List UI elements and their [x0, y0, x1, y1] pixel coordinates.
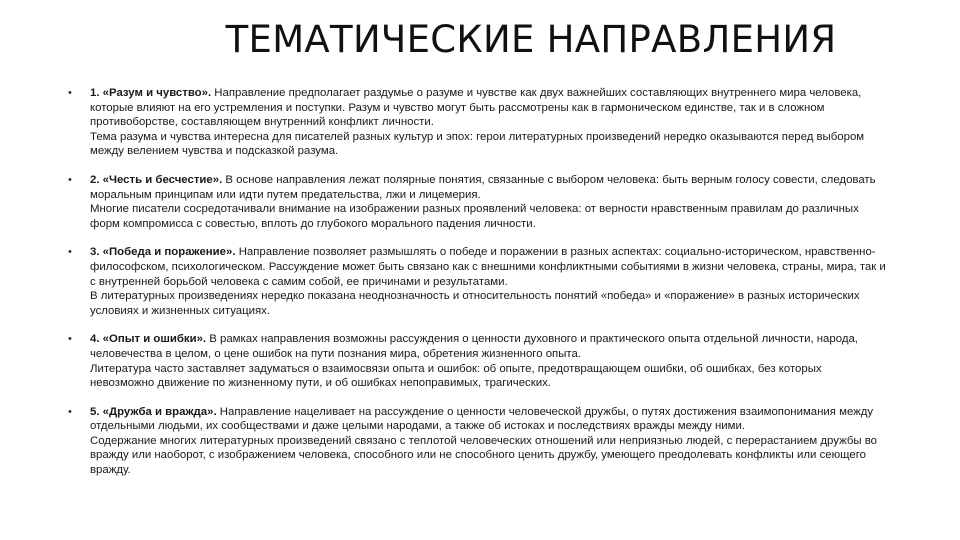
list-item	[68, 86, 888, 159]
bullet-icon: •	[68, 246, 72, 259]
list-item	[68, 173, 888, 231]
item-heading: 3. «Победа и поражение».	[90, 246, 236, 259]
slide-title: ТЕМАТИЧЕСКИЕ НАПРАВЛЕНИЯ	[225, 18, 837, 61]
bullet-icon: •	[68, 405, 72, 418]
bullet-icon: •	[68, 333, 72, 346]
topic-list	[68, 86, 888, 492]
item-extra-paragraph: Тема разума и чувства интересна для писателей разных культур и эпох: герои литературных произведений нередко оказываются перед выбором между велением чувства и подсказкой разума.	[90, 130, 865, 158]
item-paragraph	[90, 173, 888, 202]
bullet-icon: •	[68, 173, 72, 186]
bullet-icon: •	[68, 87, 72, 99]
item-heading: 4. «Опыт и ошибки».	[90, 333, 207, 346]
item-text: Направление позволяет размышлять о победе и поражении в разных аспектах: социально-историческом, нравственно-философском, психологическом. Рассуждение может быть связано как с внешними конфликтными событиями в жизни человека, страны, мира, так и с внутренней борьбой человека с самим собой, ее причинами и результатами.	[90, 246, 886, 288]
item-text: Направление предполагает раздумье о разуме и чувстве как двух важнейших составляющих внутреннего мира человека, которые влияют на его устремления и поступки. Разум и чувство могут быть рассмотрены как в гармоническом единстве, так и в сложном противоборстве, составляющем внутренний конфликт личности.	[90, 87, 862, 129]
item-extra-paragraph: В литературных произведениях нередко показана неоднозначность и относительность понятий «победа» и «поражение» в разных исторических условиях и жизненных ситуациях.	[90, 290, 860, 317]
item-paragraph	[90, 245, 888, 289]
item-extra-paragraph: Литература часто заставляет задуматься о взаимосвязи опыта и ошибок: об опыте, предотвращающем ошибки, об ошибках, без которых невозможно движение по жизненному пути, и об ошибках непоправимых, трагических.	[90, 362, 822, 390]
list-item	[68, 245, 888, 318]
item-text: В рамках направления возможны рассуждения о ценности духовного и практического опыта отдельной личности, народа, человечества в целом, о цене ошибок на пути познания мира, обретения жизненного опыта.	[90, 333, 858, 360]
item-heading: 1. «Разум и чувство».	[90, 87, 212, 99]
item-heading: 5. «Дружба и вражда».	[90, 405, 217, 418]
list-item	[68, 405, 888, 478]
item-extra-paragraph: Содержание многих литературных произведений связано с теплотой человеческих отношений или неприязнью людей, с перерастанием дружбы во вражду или наоборот, с изображением человека, способного или не способного ценить дружбу, умеющего преодолевать конфликты или сеющего вражду.	[90, 434, 877, 477]
item-text: В основе направления лежат полярные понятия, связанные с выбором человека: быть верным голосу совести, следовать моральным принципам или идти путем предательства, лжи и лицемерия.	[90, 173, 876, 201]
item-paragraph	[90, 405, 888, 434]
item-extra-paragraph: Многие писатели сосредотачивали внимание на изображении разных проявлений человека: от верности нравственным правилам до различных форм компромисса с совестью, вплоть до глубокого морального падения личности.	[90, 203, 859, 230]
item-paragraph	[90, 332, 888, 361]
item-paragraph	[90, 86, 888, 130]
list-item	[68, 332, 888, 390]
item-text: Направление нацеливает на рассуждение о ценности человеческой дружбы, о путях достижения взаимопонимания между отдельными людьми, их сообществами и даже целыми народами, а также об истоках и последствиях вражды между ними.	[90, 405, 874, 433]
item-heading: 2. «Честь и бесчестие».	[90, 173, 223, 186]
